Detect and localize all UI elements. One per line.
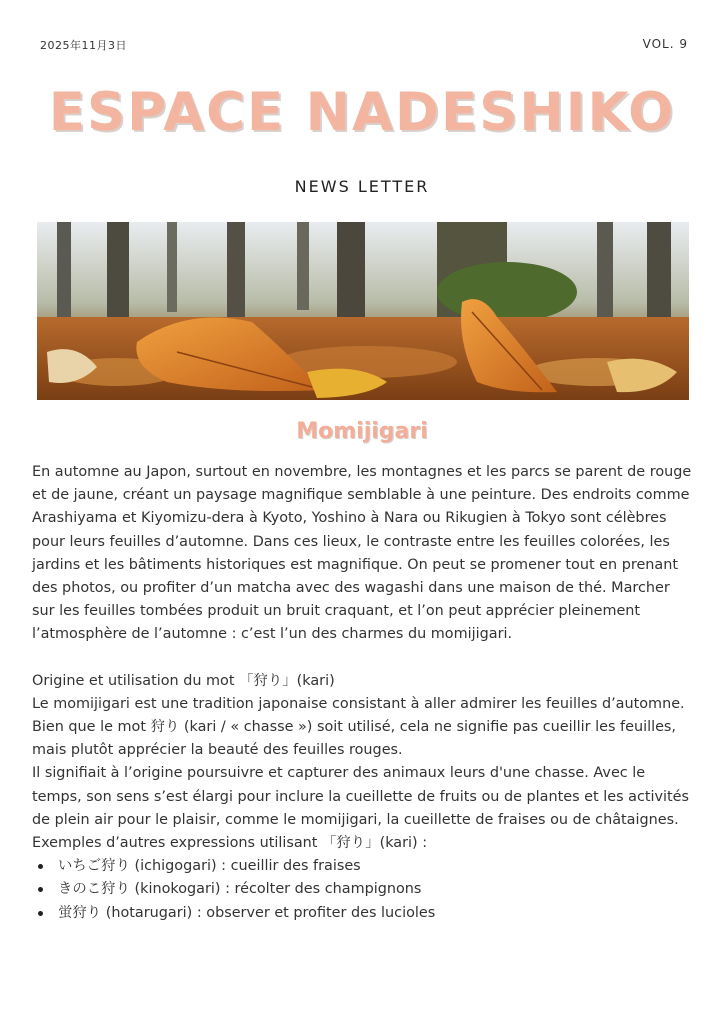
examples-list — [32, 855, 694, 925]
list-item: 蛍狩り (hotarugari) : observer et profiter des lucioles — [58, 902, 694, 925]
section-title: Momijigari — [296, 419, 428, 444]
volume-number: VOL. 9 — [642, 37, 688, 51]
article-body — [32, 461, 694, 925]
list-item: きのこ狩り (kinokogari) : récolter des champignons — [58, 878, 694, 901]
examples-heading: Exemples d’autres expressions utilisant 「狩り」(kari) : — [32, 835, 428, 852]
issue-date: 2025年11月3日 — [40, 39, 127, 52]
origin-paragraph-2: Il signifiait à l’origine poursuivre et capturer des animaux leurs d'une chasse. Avec le temps, son sens s’est élargi pour inclure la cueillette de fruits ou de plantes et les activités de plein air pour le plaisir, comme le momijigari, la cueillette de fraises ou de châtaignes. — [32, 765, 690, 828]
origin-paragraph-1: Le momijigari est une tradition japonaise consistant à aller admirer les feuilles d’automne. Bien que le mot 狩り (kari / « chasse ») soit utilisé, cela ne signifie pas cueillir les feuilles, mais plutôt apprécier la beauté des feuilles rouges. — [32, 695, 685, 759]
newsletter-title: ESPACE NADESHIKO — [48, 82, 676, 143]
origin-heading: Origine et utilisation du mot 「狩り」(kari) — [32, 672, 335, 689]
intro-paragraph: En automne au Japon, surtout en novembre, les montagnes et les parcs se parent de rouge et de jaune, créant un paysage magnifique semblable à une peinture. Des endroits comme Arashiyama et Kiyomizu-dera à Kyoto, Yoshino à Nara ou Rikugien à Tokyo sont célèbres pour leurs feuilles d’automne. Dans ces lieux, le contraste entre les feuilles colorées, les jardins et les bâtiments historiques est magnifique. On peut se promener tout en prenant des photos, ou profiter d’un matcha avec des wagashi dans une maison de thé. Marcher sur les feuilles tombées produit un bruit craquant, et l’on peut apprécier pleinement l’atmosphère de l’automne : c’est l’un des charmes du momijigari. — [32, 464, 692, 643]
autumn-leaves-photo — [37, 222, 689, 400]
newsletter-subtitle: NEWS LETTER — [294, 177, 430, 196]
list-item: いちご狩り (ichigogari) : cueillir des fraises — [58, 855, 694, 878]
